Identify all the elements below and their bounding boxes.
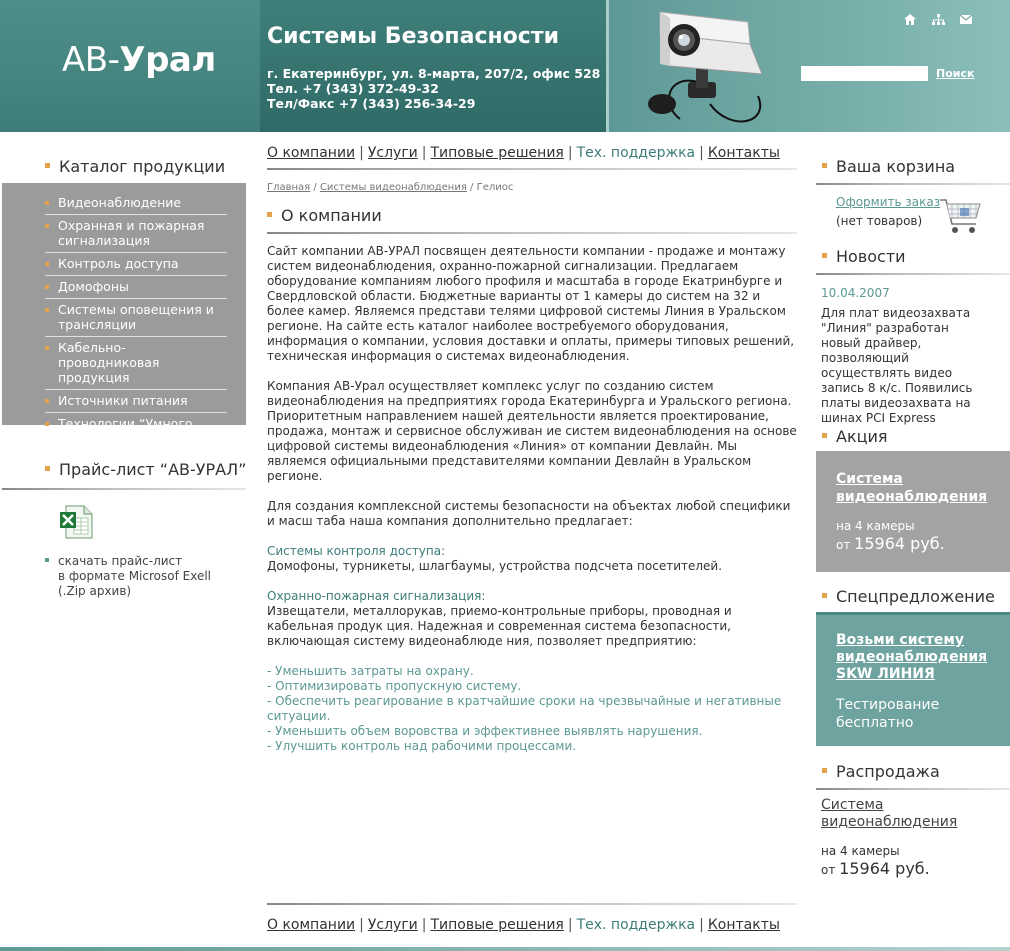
bullet-icon — [822, 593, 827, 598]
special-offer-text: Тестирование бесплатно — [836, 697, 940, 731]
sale-heading — [822, 762, 940, 781]
cart-heading — [822, 157, 955, 176]
price-download-line-1: скачать прайс-лист — [58, 554, 183, 568]
bullet-icon — [822, 253, 827, 258]
sale-heading-rule — [816, 788, 1010, 790]
footer-nav-contacts[interactable]: Контакты — [707, 917, 780, 933]
access-control-text: Домофоны, турникеты, шлагбаумы, устройства подсчета посетителей. — [267, 559, 723, 573]
footer-rule — [267, 903, 797, 905]
header-icons — [901, 12, 975, 26]
page-title — [267, 206, 382, 225]
fax-text: Тел/Факс +7 (343) 256-34-29 — [267, 96, 476, 111]
search-input[interactable] — [801, 66, 928, 81]
list-item: - Оптимизировать пропускную систему. — [267, 679, 522, 693]
benefits-list — [267, 664, 797, 754]
catalog-item-notification[interactable]: Системы оповещения и трансляции — [45, 302, 227, 337]
catalog-item-access[interactable]: Контроль доступа — [45, 256, 227, 276]
cart-heading-text: Ваша корзина — [836, 157, 956, 176]
breadcrumb-home[interactable]: Главная — [267, 182, 311, 193]
excel-file-icon[interactable] — [58, 504, 94, 540]
catalog-item-power[interactable]: Источники питания — [45, 393, 227, 413]
special-heading — [822, 587, 995, 606]
news-date: 10.04.2007 — [821, 286, 890, 300]
phone-text: Тел. +7 (343) 372-49-32 — [267, 81, 439, 96]
search-button[interactable]: Поиск — [936, 67, 975, 80]
breadcrumb-current: Гелиос — [476, 182, 514, 193]
bullet-icon — [45, 262, 49, 266]
contact-block — [267, 66, 600, 111]
logo-bold: Урал — [119, 40, 216, 80]
special-offer-panel — [816, 612, 1010, 746]
catalog-list — [45, 195, 227, 453]
checkout-link[interactable]: Оформить заказ — [836, 195, 941, 209]
access-control-title: Системы контроля доступа: — [267, 544, 446, 558]
price-download-line-2: в формате Microsof Exell — [58, 569, 211, 583]
footer-bar — [0, 947, 1010, 951]
site-title: Системы Безопасности — [267, 24, 560, 49]
list-item: - Улучшить контроль над рабочими процессами. — [267, 739, 577, 753]
news-heading-rule — [816, 273, 1010, 275]
sitemap-icon[interactable] — [929, 12, 947, 26]
price-download-link[interactable] — [45, 554, 211, 599]
logo-area — [0, 0, 260, 132]
footer-nav-about[interactable]: О компании — [267, 917, 356, 933]
bullet-icon — [45, 422, 49, 426]
address-text: г. Екатеринбург, ул. 8-марта, 207/2, офис 528 — [267, 66, 601, 81]
promo-price: 15964 руб. — [854, 534, 945, 553]
price-download-line-3: (.Zip архив) — [58, 584, 132, 598]
bullet-icon — [45, 224, 49, 228]
paragraph-intro: Сайт компании АВ-УРАЛ посвящен деятельности компании - продаже и монтажу систем видеонаблюдения, охранно-пожарной сигнализации. Предлагаем оборудование компаниям любого профиля и масштаба в городе Екатринбурге и Свердловской области. Бюджетные варианты от 1 камеры до систем на 32 и более камер. Являемся представи телями цифровой системы Линия в Уральском регионе. На сайте есть каталог наиболее востребуемого оборудования, информация о компании, условия доставки и оплаты, примеры типовых решений, техническая информация о системах видеонаблюдения. — [267, 244, 795, 363]
footer-nav-services[interactable]: Услуги — [367, 917, 418, 933]
nav-about[interactable]: О компании — [267, 145, 356, 161]
bullet-icon — [45, 346, 49, 350]
bullet-icon — [45, 399, 49, 403]
news-heading — [822, 247, 906, 266]
fire-alarm-text: Извещатели, металлорукав, приемо-контрольные приборы, проводная и кабельная продук ция. Надежная и современная система безопасности, включающая систему видеонаблюде ния, позволяет предприятию: — [267, 604, 732, 648]
home-icon[interactable] — [901, 12, 919, 26]
mail-icon[interactable] — [957, 12, 975, 26]
list-item: - Уменьшить затраты на охрану. — [267, 664, 474, 678]
news-heading-text: Новости — [836, 247, 906, 266]
special-offer-link[interactable]: Возьми систему видеонаблюдения SKW ЛИНИЯ — [836, 632, 988, 682]
page-title-rule — [267, 232, 797, 234]
price-heading — [45, 460, 246, 479]
sale-heading-text: Распродажа — [836, 762, 940, 781]
logo-light: АВ- — [62, 40, 120, 80]
promo-heading-text: Акция — [836, 427, 888, 446]
nav-solutions[interactable]: Типовые решения — [430, 145, 564, 161]
bullet-icon — [45, 285, 49, 289]
bullet-icon — [822, 433, 827, 438]
list-item: - Уменьшить объем воровства и эффективнее выявлять нарушения. — [267, 724, 703, 738]
main-content — [267, 244, 797, 754]
bullet-icon — [45, 558, 49, 562]
sale-link[interactable]: Система видеонаблюдения — [821, 797, 958, 830]
page-title-text: О компании — [281, 206, 382, 225]
promo-cameras: на 4 камеры — [836, 519, 915, 533]
nav-services[interactable]: Услуги — [367, 145, 418, 161]
bullet-icon — [45, 163, 50, 168]
header — [0, 0, 1010, 132]
paragraph-services: Компания АВ-Урал осуществляет комплекс услуг по созданию систем видеонаблюдения на предприятиях города Екатеринбурга и Уральского региона. Приоритетным направлением нашей деятельности является проектирование, продажа, монтаж и сервисное обслуживан ие систем видеонаблюдения на основе цифровой системы видеонаблюдения «Линия» от компании Девлайн. Мы являемся официальными представителями компании Девлайн в Уральском регионе. — [267, 379, 797, 483]
fire-alarm-title: Охранно-пожарная сигнализация: — [267, 589, 486, 603]
bullet-icon — [822, 768, 827, 773]
catalog-item-intercom[interactable]: Домофоны — [45, 279, 227, 299]
bullet-icon — [267, 212, 272, 217]
promo-price-block — [836, 517, 945, 554]
catalog-heading-text: Каталог продукции — [59, 157, 226, 176]
footer-nav: О компании | Услуги | Типовые решения | Тех. поддержка | Контакты — [267, 917, 780, 933]
fire-alarm-block — [267, 589, 797, 649]
top-nav: О компании | Услуги | Типовые решения | Тех. поддержка | Контакты — [267, 145, 780, 161]
catalog-heading — [45, 157, 225, 176]
nav-support[interactable]: Тех. поддержка — [576, 145, 696, 161]
news-text[interactable]: Для плат видеозахвата "Линия" разработан новый драйвер, позволяющий осуществлять видео запись 8 к/с. Появились платы видеозахвата на шинах PCI Express — [821, 306, 973, 425]
sale-from: от — [821, 863, 836, 877]
promo-panel — [816, 451, 1010, 572]
paragraph-offer: Для создания комплексной системы безопасности на объектах любой специфики и масш таба наша компания дополнительно предлагает: — [267, 499, 791, 528]
bullet-icon — [45, 201, 49, 205]
access-control-block — [267, 544, 797, 574]
footer-nav-support[interactable]: Тех. поддержка — [576, 917, 696, 933]
list-item: - Обеспечить реагирование в кратчайшие сроки на чрезвычайные и негативные ситуации. — [267, 694, 782, 723]
breadcrumb-section[interactable]: Системы видеонаблюдения — [319, 182, 467, 193]
sale-price-block — [821, 842, 930, 879]
shopping-cart-icon[interactable] — [938, 196, 984, 238]
nav-contacts[interactable]: Контакты — [707, 145, 780, 161]
promo-heading — [822, 427, 888, 446]
bullet-icon — [45, 466, 50, 471]
promo-from: от — [836, 538, 851, 552]
promo-link[interactable]: Система видеонаблюдения — [836, 471, 988, 505]
security-camera-illustration — [640, 4, 770, 132]
price-heading-rule — [2, 488, 246, 490]
breadcrumb: Главная / Системы видеонаблюдения / Гелиос — [267, 182, 514, 193]
price-heading-text: Прайс-лист “АВ-УРАЛ” — [59, 460, 247, 479]
cart-status: (нет товаров) — [836, 214, 923, 228]
sale-cameras: на 4 камеры — [821, 844, 900, 858]
bullet-icon — [45, 308, 49, 312]
catalog-item-alarm[interactable]: Охранная и пожарная сигнализация — [45, 218, 227, 253]
top-nav-rule — [267, 168, 797, 170]
cart-heading-rule — [816, 183, 1010, 185]
sale-price: 15964 руб. — [839, 859, 930, 878]
special-heading-text: Спецпредложение — [836, 587, 995, 606]
footer-nav-solutions[interactable]: Типовые решения — [430, 917, 564, 933]
catalog-item-video[interactable]: Видеонаблюдение — [45, 195, 227, 215]
site-logo[interactable] — [62, 40, 216, 80]
catalog-item-smarthome[interactable]: Технологии “Умного дома” — [45, 416, 227, 450]
catalog-item-cable[interactable]: Кабельно-проводниковая продукция — [45, 340, 227, 390]
bullet-icon — [822, 163, 827, 168]
